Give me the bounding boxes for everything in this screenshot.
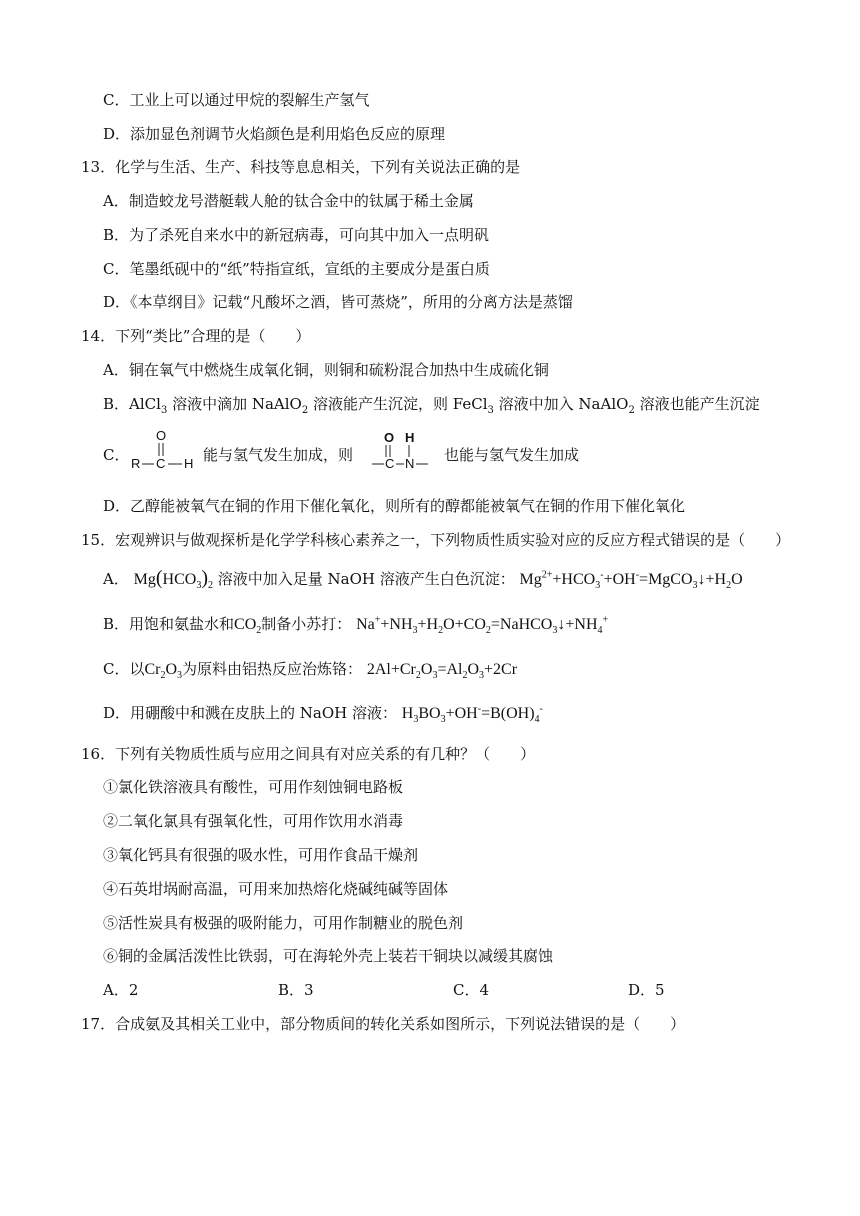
equation-b: $Na^++NH_3+H_2O+CO_2=NaHCO_3↓+NH_4^+$ <box>356 614 609 637</box>
q15-option-d: D．用硼酸中和溅在皮肤上的 NaOH 溶液： $H_3BO_3+OH^-=B(OH)_4^-$ <box>103 703 543 726</box>
structure-label: C <box>156 456 166 471</box>
q16-option-c: C．4 <box>453 981 490 999</box>
bond-lines <box>368 428 438 474</box>
q14-option-c-post: 也能与氢气发生加成 <box>444 446 580 464</box>
bond-lines <box>128 428 200 474</box>
q13-option-a: A．制造蛟龙号潜艇载人舱的钛合金中的钛属于稀土金属 <box>103 192 474 210</box>
q12-option-c: C．工业上可以通过甲烷的裂解生产氢气 <box>103 91 370 109</box>
q16-option-a: A．2 <box>103 981 139 999</box>
equation-c: $2Al+Cr_2O_3=Al_2O_3+2Cr$ <box>366 661 518 682</box>
q15-option-b: B．用饱和氨盐水和$CO_2$制备小苏打： $Na^++NH_3+H_2O+CO_2=NaHCO_3↓+NH_4^+$ <box>103 614 609 637</box>
structure-label: R <box>131 456 141 471</box>
q13-option-d: D．《本草纲目》记载“凡酸坏之酒，皆可蒸烧”，所用的分离方法是蒸馏 <box>103 293 573 311</box>
structure-label: H <box>184 456 194 471</box>
q13-option-b: B．为了杀死自来水中的新冠病毒，可向其中加入一点明矾 <box>103 226 490 244</box>
q16-option-b: B．3 <box>278 981 314 999</box>
q16-item: ①氯化铁溶液具有酸性，可用作刻蚀铜电路板 <box>103 778 404 796</box>
structure-label: C <box>385 456 395 471</box>
equation-a: $Mg^{2+}+HCO_3^-+OH^-=MgCO_3↓+H_2O$ <box>519 569 743 592</box>
q16-item: ⑤活性炭具有极强的吸附能力，可用作制糖业的脱色剂 <box>103 914 464 932</box>
q14-option-c-mid: 能与氢气发生加成，则 <box>203 446 354 464</box>
q15-option-c: C．以$Cr_2O_3$为原料由铝热反应治炼铬： $2Al+Cr_2O_3=Al_2O_3+2Cr$ <box>103 660 518 682</box>
q16-item: ⑥铜的金属活泼性比铁弱，可在海轮外壳上装若干铜块以减缓其腐蚀 <box>103 947 554 965</box>
amide-structure <box>368 428 438 474</box>
equation-d: $H_3BO_3+OH^-=B(OH)_4^-$ <box>401 703 543 726</box>
q14-option-a: A．铜在氧气中燃烧生成氧化铜，则铜和硫粉混合加热中生成硫化铜 <box>103 361 549 379</box>
q16-item: ②二氧化氯具有强氧化性，可用作饮用水消毒 <box>103 812 404 830</box>
structure-label: N <box>405 456 415 471</box>
q15-option-a: A． $Mg(HCO_3)_2$ 溶液中加入足量 NaOH 溶液产生白色沉淀： $Mg^{2+}+HCO_3^-+OH^-=MgCO_3↓+H_2O$ <box>103 567 743 592</box>
structure-label: H <box>405 430 415 445</box>
q14-stem: 14．下列“类比”合理的是（ ） <box>81 327 311 345</box>
q17-stem: 17．合成氨及其相关工业中，部分物质间的转化关系如图所示，下列说法错误的是（ ） <box>81 1015 686 1033</box>
q16-stem: 16．下列有关物质性质与应用之间具有对应关系的有几种？（ ） <box>81 745 536 763</box>
aldehyde-structure <box>128 428 200 474</box>
q14-option-c-label: C． <box>103 446 130 464</box>
structure-label: O <box>384 430 395 445</box>
structure-label: O <box>156 428 167 443</box>
q13-stem: 13．化学与生活、生产、科技等息息相关，下列有关说法正确的是 <box>81 158 521 176</box>
q15-stem: 15．宏观辨识与做观探析是化学学科核心素养之一，下列物质性质实验对应的反应方程式错误的是（ ） <box>81 531 791 549</box>
q13-option-c: C．笔墨纸砚中的“纸”特指宣纸，宣纸的主要成分是蛋白质 <box>103 260 490 278</box>
q16-item: ④石英坩埚耐高温，可用来加热熔化烧碱纯碱等固体 <box>103 880 449 898</box>
q16-item: ③氧化钙具有很强的吸水性，可用作食品干燥剂 <box>103 846 419 864</box>
q14-option-d: D．乙醇能被氧气在铜的作用下催化氧化，则所有的醇都能被氧气在铜的作用下催化氧化 <box>103 497 686 515</box>
q14-option-b: B．AlCl$_3$ 溶液中滴加 NaAlO$_2$ 溶液能产生沉淀，则 FeCl$_3$ 溶液中加入 NaAlO$_2$ 溶液也能产生沉淀 <box>103 395 760 416</box>
q12-option-d: D．添加显色剂调节火焰颜色是利用焰色反应的原理 <box>103 125 446 143</box>
q16-option-d: D．5 <box>628 981 665 999</box>
